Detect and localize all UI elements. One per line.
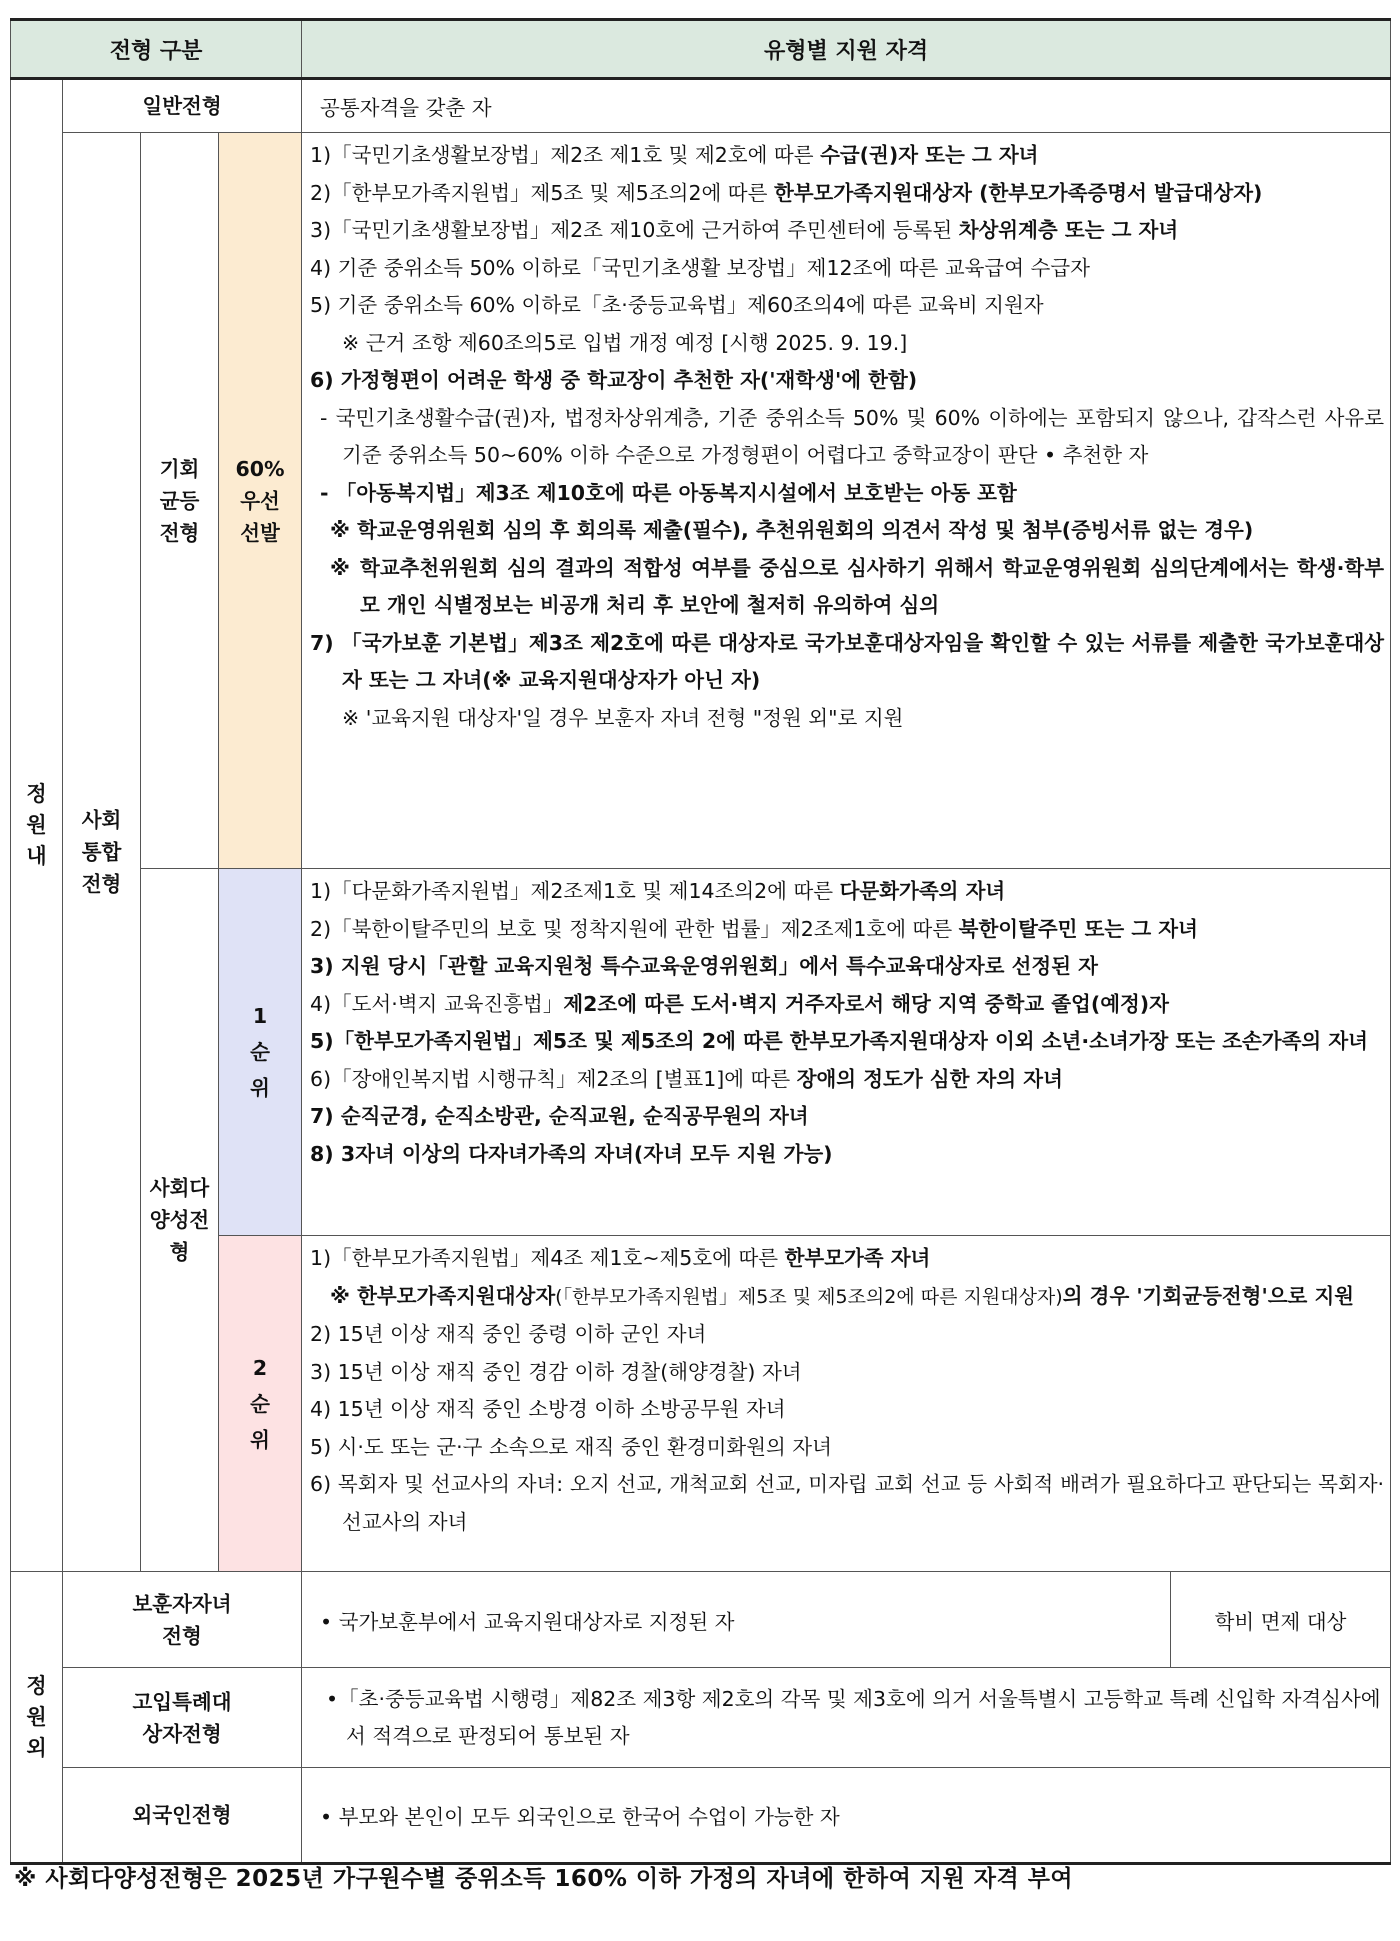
general-row bbox=[11, 79, 1391, 133]
rank1-item: 6)「장애인복지법 시행규칙」제2조의 [별표1]에 따른 장애의 정도가 심한 자의 자녀 bbox=[310, 1066, 1063, 1091]
rank2-item1: 1)「한부모가족지원법」제4조 제1호~제5호에 따른 한부모가족 자녀 bbox=[310, 1246, 931, 1270]
rank2-item: 2) 15년 이상 재직 중인 중령 이하 군인 자녀 bbox=[310, 1322, 707, 1346]
group-inner-label: 정원내 bbox=[11, 79, 63, 1572]
general-label: 일반전형 bbox=[63, 79, 302, 133]
veteran-label: 보훈자자녀전형 bbox=[63, 1572, 302, 1668]
header-eligibility: 유형별 지원 자격 bbox=[302, 20, 1391, 79]
special-row bbox=[11, 1668, 1391, 1768]
item6-note2: ※ 학교추천위원회 심의 결과의 적합성 여부를 중심으로 심사하기 위해서 학교운영위원회 심의단계에서는 학생·학부모 개인 식별정보는 비공개 처리 후 보안에 철저히 유의하여 심의 bbox=[330, 555, 1385, 617]
rank2-item: 6) 목회자 및 선교사의 자녀: 오지 선교, 개척교회 선교, 미자립 교회 선교 등 사회적 배려가 필요하다고 판단되는 목회자·선교사의 자녀 bbox=[310, 1472, 1385, 1534]
rank1-item: 7) 순직군경, 순직소방관, 순직교원, 순직공무원의 자녀 bbox=[310, 1104, 809, 1128]
admission-eligibility-document bbox=[10, 18, 1390, 1865]
item6: 6) 가정형편이 어려운 학생 중 학교장이 추천한 자('재학생'에 한함) bbox=[310, 368, 918, 392]
rank2-item: 5) 시·도 또는 군·구 소속으로 재직 중인 환경미화원의 자녀 bbox=[310, 1434, 832, 1459]
eligibility-table bbox=[10, 18, 1391, 1865]
equal-opportunity-row bbox=[11, 133, 1391, 869]
equal-opportunity-label: 기회균등전형 bbox=[141, 133, 219, 869]
equal-item: 4) 기준 중위소득 50% 이하로「국민기초생활 보장법」제12조에 따른 교육급여 수급자 bbox=[310, 255, 1090, 280]
special-text: •「초·중등교육법 시행령」제82조 제3항 제2호의 각목 및 제3호에 의거 서울특별시 고등학교 특례 신입학 자격심사에서 적격으로 판정되어 통보된 자 bbox=[326, 1686, 1381, 1748]
header-category: 전형 구분 bbox=[11, 20, 302, 79]
rank1-item: 4)「도서·벽지 교육진흥법」제2조에 따른 도서·벽지 거주자로서 해당 지역 중학교 졸업(예정)자 bbox=[310, 991, 1169, 1016]
equal-item: 5) 기준 중위소득 60% 이하로「초·중등교육법」제60조의4에 따른 교육비 지원자 bbox=[310, 293, 1044, 317]
foreign-row bbox=[11, 1768, 1391, 1864]
item6-dash2: - 「아동복지법」제3조 제10호에 따른 아동복지시설에서 보호받는 아동 포함 bbox=[320, 480, 1017, 505]
priority-60-label: 60% 우선선발 bbox=[219, 133, 302, 869]
veteran-text: • 국가보훈부에서 교육지원대상자로 지정된 자 bbox=[302, 1572, 1171, 1668]
item6-note1: ※ 학교운영위원회 심의 후 회의록 제출(필수), 추천위원회의 의견서 작성 및 첨부(증빙서류 없는 경우) bbox=[330, 518, 1254, 542]
rank2-content bbox=[302, 1236, 1391, 1572]
item5-note: ※ 근거 조항 제60조의5로 입법 개정 예정 [시행 2025. 9. 19.] bbox=[342, 330, 908, 355]
rank2-item1-note: ※ 한부모가족지원대상자(「한부모가족지원법」제5조 및 제5조의2에 따른 지원대상자)의 경우 '기회균등전형'으로 지원 bbox=[330, 1283, 1355, 1308]
table-header-row bbox=[11, 20, 1391, 79]
equal-item: 1)「국민기초생활보장법」제2조 제1호 및 제2호에 따른 수급(권)자 또는 그 자녀 bbox=[310, 143, 1039, 167]
footer-note: ※ 사회다양성전형은 2025년 가구원수별 중위소득 160% 이하 가정의 자녀에 한하여 지원 자격 부여 bbox=[14, 1866, 1074, 1892]
rank1-item: 3) 지원 당시「관할 교육지원청 특수교육운영위원회」에서 특수교육대상자로 선정된 자 bbox=[310, 954, 1098, 978]
item7-note: ※ '교육지원 대상자'일 경우 보훈자 자녀 전형 "정원 외"로 지원 bbox=[342, 705, 904, 730]
equal-item: 2)「한부모가족지원법」제5조 및 제5조의2에 따른 한부모가족지원대상자 (한부모가족증명서 발급대상자) bbox=[310, 180, 1263, 205]
social-diversity-label: 사회다양성전형 bbox=[141, 869, 219, 1572]
equal-item: 3)「국민기초생활보장법」제2조 제10호에 근거하여 주민센터에 등록된 차상위계층 또는 그 자녀 bbox=[310, 218, 1179, 242]
special-label: 고입특례대상자전형 bbox=[63, 1668, 302, 1768]
veteran-side-note: 학비 면제 대상 bbox=[1171, 1572, 1391, 1668]
foreign-label: 외국인전형 bbox=[63, 1768, 302, 1864]
rank1-content bbox=[302, 869, 1391, 1236]
rank1-item: 2)「북한이탈주민의 보호 및 정착지원에 관한 법률」제2조제1호에 따른 북한이탈주민 또는 그 자녀 bbox=[310, 916, 1198, 941]
rank1-item: 5)「한부모가족지원법」제5조 및 제5조의 2에 따른 한부모가족지원대상자 이외 소년·소녀가장 또는 조손가족의 자녀 bbox=[310, 1029, 1368, 1053]
group-outer-label: 정원외 bbox=[11, 1572, 63, 1864]
rank2-item: 3) 15년 이상 재직 중인 경감 이하 경찰(해양경찰) 자녀 bbox=[310, 1359, 802, 1384]
rank1-label: 1순위 bbox=[219, 869, 302, 1236]
general-text: 공통자격을 갖춘 자 bbox=[302, 79, 1391, 133]
item6-dash1: - 국민기초생활수급(권)자, 법정차상위계층, 기준 중위소득 50% 및 60% 이하에는 포함되지 않으나, 갑작스런 사유로 기준 중위소득 50~60% 이하 수준으로 가정형편이 어렵다고 중학교장이 판단 • 추천한 자 bbox=[320, 405, 1385, 467]
social-integration-label: 사회통합전형 bbox=[63, 133, 141, 1572]
rank1-item: 1)「다문화가족지원법」제2조제1호 및 제14조의2에 따른 다문화가족의 자녀 bbox=[310, 879, 1006, 903]
rank2-item: 4) 15년 이상 재직 중인 소방경 이하 소방공무원 자녀 bbox=[310, 1397, 786, 1421]
rank2-label: 2순위 bbox=[219, 1236, 302, 1572]
diversity-rank1-row bbox=[11, 869, 1391, 1236]
item7: 7) 「국가보훈 기본법」제3조 제2호에 따른 대상자로 국가보훈대상자임을 확인할 수 있는 서류를 제출한 국가보훈대상자 또는 그 자녀(※ 교육지원대상자가 아닌 자) bbox=[310, 630, 1385, 692]
veteran-row bbox=[11, 1572, 1391, 1668]
foreign-text: • 부모와 본인이 모두 외국인으로 한국어 수업이 가능한 자 bbox=[302, 1768, 1391, 1864]
special-content bbox=[302, 1668, 1391, 1768]
rank1-item: 8) 3자녀 이상의 다자녀가족의 자녀(자녀 모두 지원 가능) bbox=[310, 1141, 833, 1166]
equal-opportunity-content bbox=[302, 133, 1391, 869]
